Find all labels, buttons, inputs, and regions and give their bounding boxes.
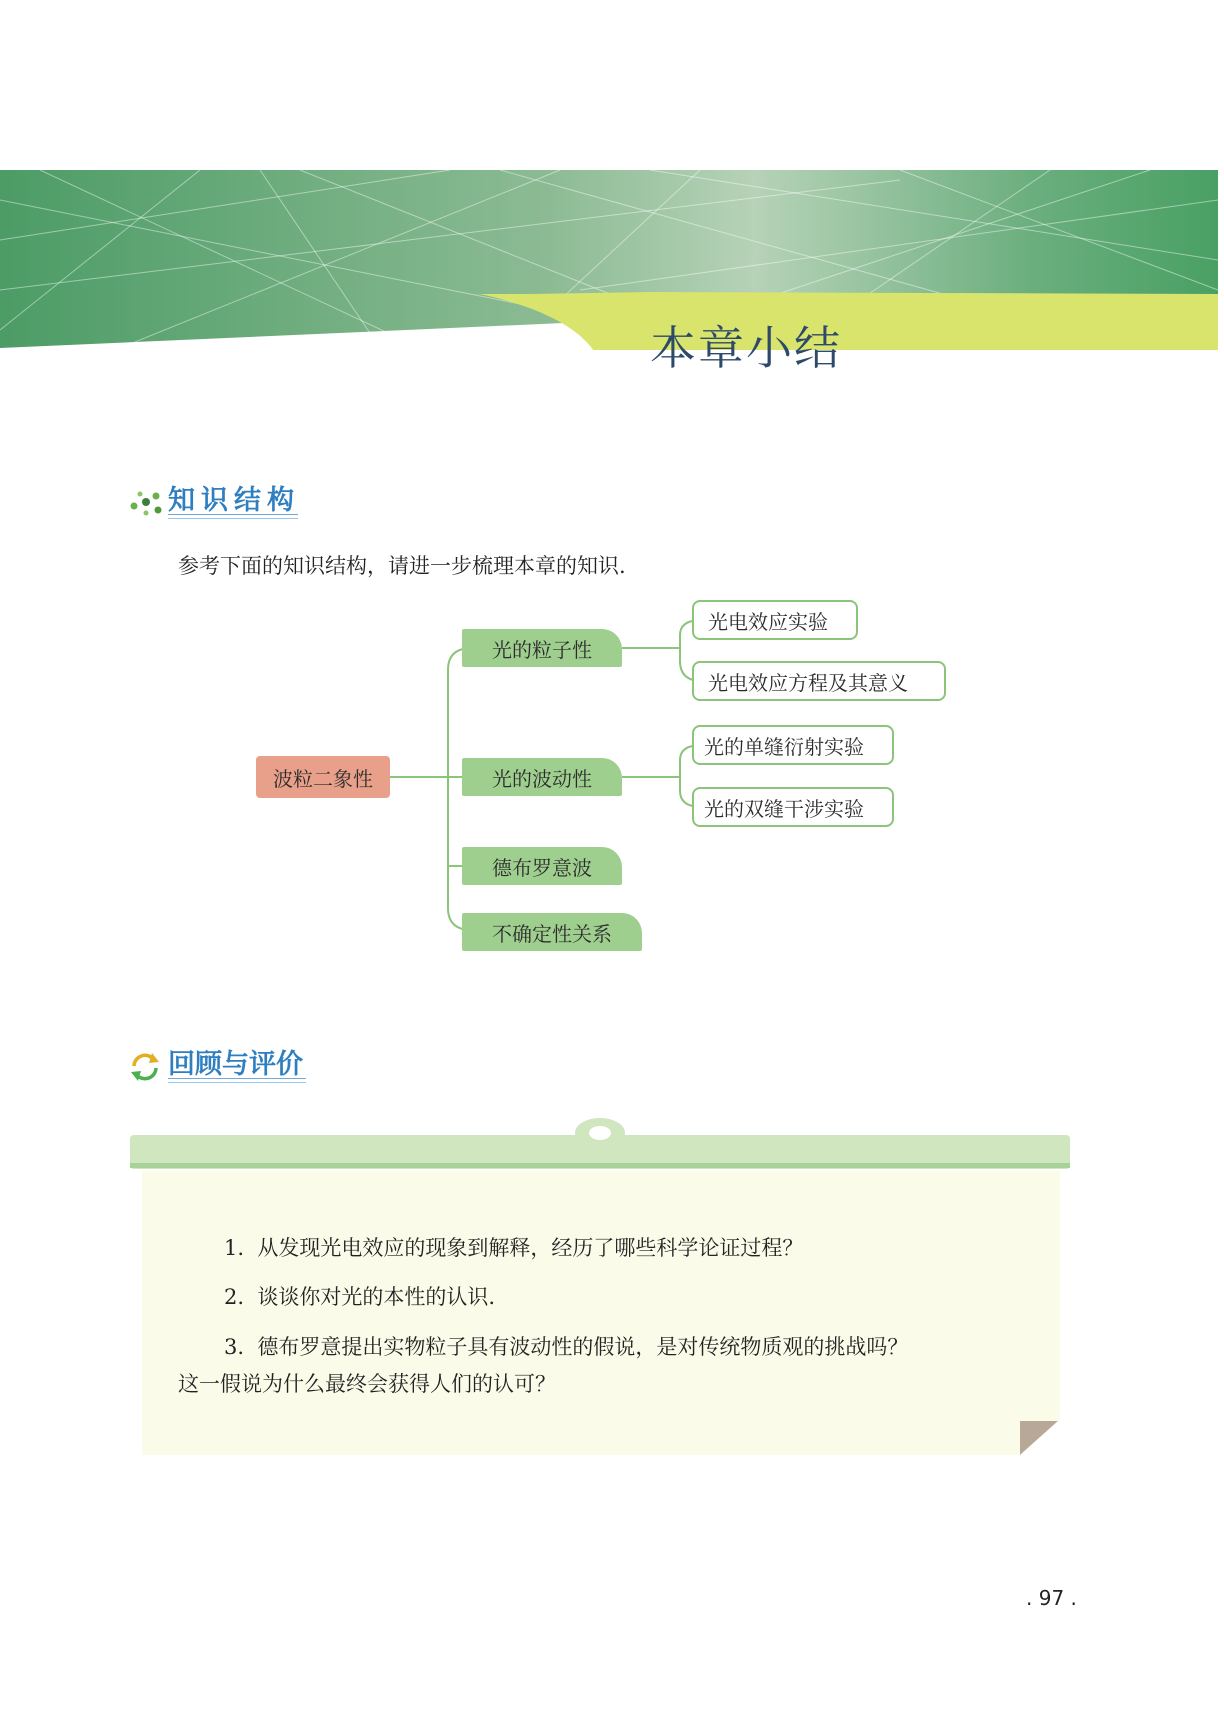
leaf-node: 光电效应方程及其意义 <box>692 661 946 701</box>
question-text: 谈谈你对光的本性的认识. <box>257 1285 496 1309</box>
review-heading <box>128 1042 428 1086</box>
question-number: 2. <box>224 1285 245 1309</box>
heading-underline <box>168 1082 306 1083</box>
heading-underline <box>168 1078 306 1079</box>
chapter-title: 本章小结 <box>650 321 842 375</box>
question-number: 1. <box>224 1236 245 1260</box>
leaf-node: 光的双缝干涉实验 <box>692 787 894 827</box>
branch-node-particle: 光的粒子性 <box>462 629 622 667</box>
leaf-node: 光的单缝衍射实验 <box>692 725 894 765</box>
question-2 <box>224 1281 495 1311</box>
knowledge-diagram <box>250 595 950 955</box>
question-text: 德布罗意提出实物粒子具有波动性的假说，是对传统物质观的挑战吗？ <box>257 1335 909 1359</box>
chapter-banner <box>0 170 1224 350</box>
root-node: 波粒二象性 <box>256 756 390 798</box>
page-number: . 97 . <box>1026 1586 1077 1610</box>
heading-underline <box>168 514 298 515</box>
question-3 <box>224 1331 908 1361</box>
branch-node-uncertainty: 不确定性关系 <box>462 913 642 951</box>
question-text: 从发现光电效应的现象到解释，经历了哪些科学论证过程？ <box>257 1236 804 1260</box>
knowledge-structure-heading <box>128 478 428 522</box>
leaf-node: 光电效应实验 <box>692 600 858 640</box>
molecule-icon <box>128 488 164 516</box>
question-number: 3. <box>224 1335 245 1359</box>
knowledge-intro: 参考下面的知识结构，请进一步梳理本章的知识. <box>178 554 626 578</box>
knowledge-structure-title: 知识结构 <box>168 485 300 516</box>
branch-node-debroglie: 德布罗意波 <box>462 847 622 885</box>
branch-node-wave: 光的波动性 <box>462 758 622 796</box>
refresh-icon <box>128 1050 162 1082</box>
review-title: 回顾与评价 <box>168 1049 303 1080</box>
question-3-continuation: 这一假说为什么最终会获得人们的认可？ <box>178 1372 556 1396</box>
heading-underline <box>168 518 298 519</box>
question-1 <box>224 1232 803 1262</box>
